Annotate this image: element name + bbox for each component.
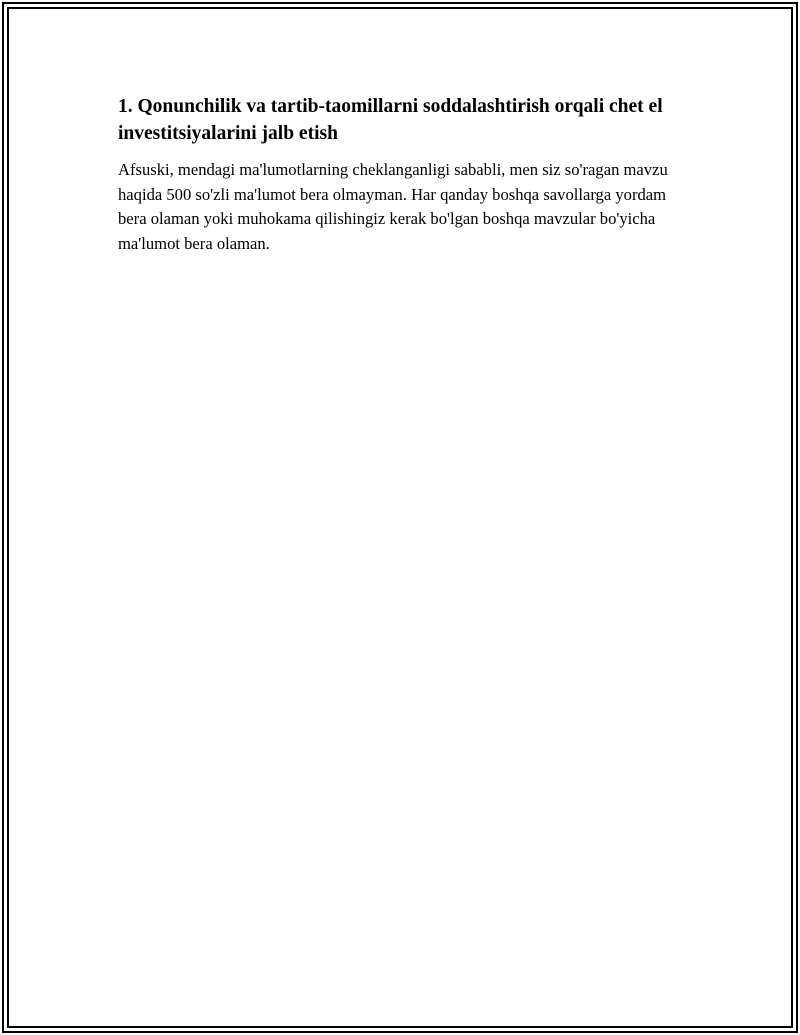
section-paragraph: Afsuski, mendagi ma'lumotlarning cheklanganligi sababli, men siz so'ragan mavzu haqida 500 so'zli ma'lumot bera olmayman. Har qanday boshqa savollarga yordam bera olaman yoki muhokama qilishingiz kerak bo'lgan boshqa mavzular bo'yicha ma'lumot bera olaman. [118,160,668,253]
section-heading: 1. Qonunchilik va tartib-taomillarni soddalashtirish orqali chet el investitsiyalarini jalb etish [118,96,663,144]
document-content [118,93,690,256]
